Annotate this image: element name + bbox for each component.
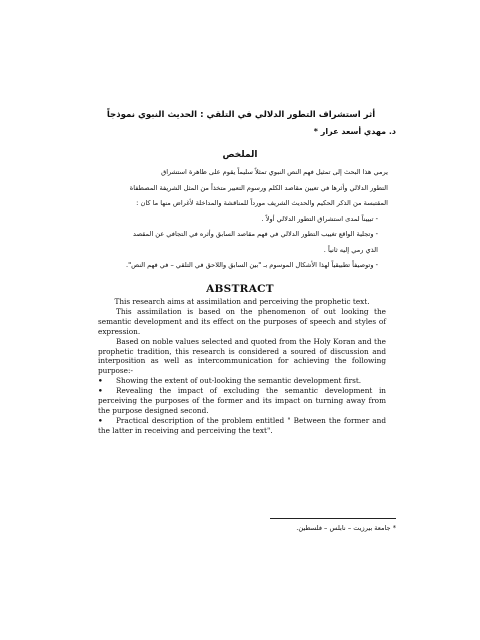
- english-bullet-text: Revealing the impact of excluding the semantic development in perceiving the purposes of the former and its impact on turning away from the purpose designed second.: [98, 386, 386, 415]
- arabic-paragraph-line: المقتبسة من الذكر الحكيم والحديث الشريف مورداً للمناقشة والمداخلة لأغراض منها ما كان :: [136, 199, 388, 207]
- english-bullet-text: Practical description of the problem entitled " Between the former and the latter in receiving and perceiving the text".: [98, 415, 386, 435]
- bullet-marker: •: [98, 415, 103, 425]
- author-name: د. مهدي أسعد عرار *: [313, 127, 396, 136]
- footnote-affiliation: * جامعة بيرزيت – نابلس – فلسطين.: [296, 524, 396, 532]
- arabic-abstract-heading: الملخص: [222, 150, 258, 160]
- footnote-rule: [270, 518, 396, 519]
- bullet-marker: •: [98, 386, 103, 396]
- arabic-paragraph-line: التطور الدلالي وأثرها في تعيين مقاصد الكلم ورسوم التعبير متخذاً من المثل الشريفة المصطفاة: [129, 183, 388, 192]
- english-abstract-heading: ABSTRACT: [206, 283, 274, 295]
- english-bullet: [98, 376, 386, 386]
- arabic-paragraph-line: يرمي هذا البحث إلى تمثيل فهم النص النبوي تمثلاً سليماً يقوم على ظاهرة استشراق: [161, 168, 388, 176]
- arabic-bullet: - وتوصيفاً تطبيقياً لهذا الأشكال الموسوم بـ "بين السابق واللاحق في التلقي – في فهم النص".: [125, 261, 378, 269]
- english-bullet: [98, 416, 386, 436]
- arabic-bullet: - وتجلية الواقع تغييب التطور الدلالي في فهم مقاصد السابق وأثره في التجافي عن المقصد: [132, 230, 378, 238]
- english-paragraph: This research aims at assimilation and perceiving the prophetic text.: [114, 297, 370, 306]
- english-paragraph: This assimilation is based on the phenomenon of out looking the semantic development and its effect on the purposes of speech and styles of expression.: [98, 306, 386, 336]
- bullet-marker: •: [98, 376, 103, 386]
- english-bullet: [98, 386, 386, 416]
- english-bullet-text: Showing the extent of out-looking the semantic development first.: [116, 376, 362, 386]
- arabic-abstract-body: [92, 165, 388, 274]
- english-paragraph: Based on noble values selected and quoted from the Holy Koran and the prophetic tradition, this research is considered a soured of discussion and interposition as well as intercommunication for achieving the following purpose:-: [98, 336, 386, 376]
- arabic-title: أثر استشراف التطور الدلالي في التلقي : الحديث النبوي نموذجاً: [106, 110, 376, 120]
- arabic-bullet-continuation: الذي رمي إليه ثانياً .: [323, 245, 378, 254]
- arabic-bullet: - تبييناً لمدى استشراق التطور الدلالي أولاً .: [261, 214, 378, 223]
- english-abstract-body: [98, 297, 386, 436]
